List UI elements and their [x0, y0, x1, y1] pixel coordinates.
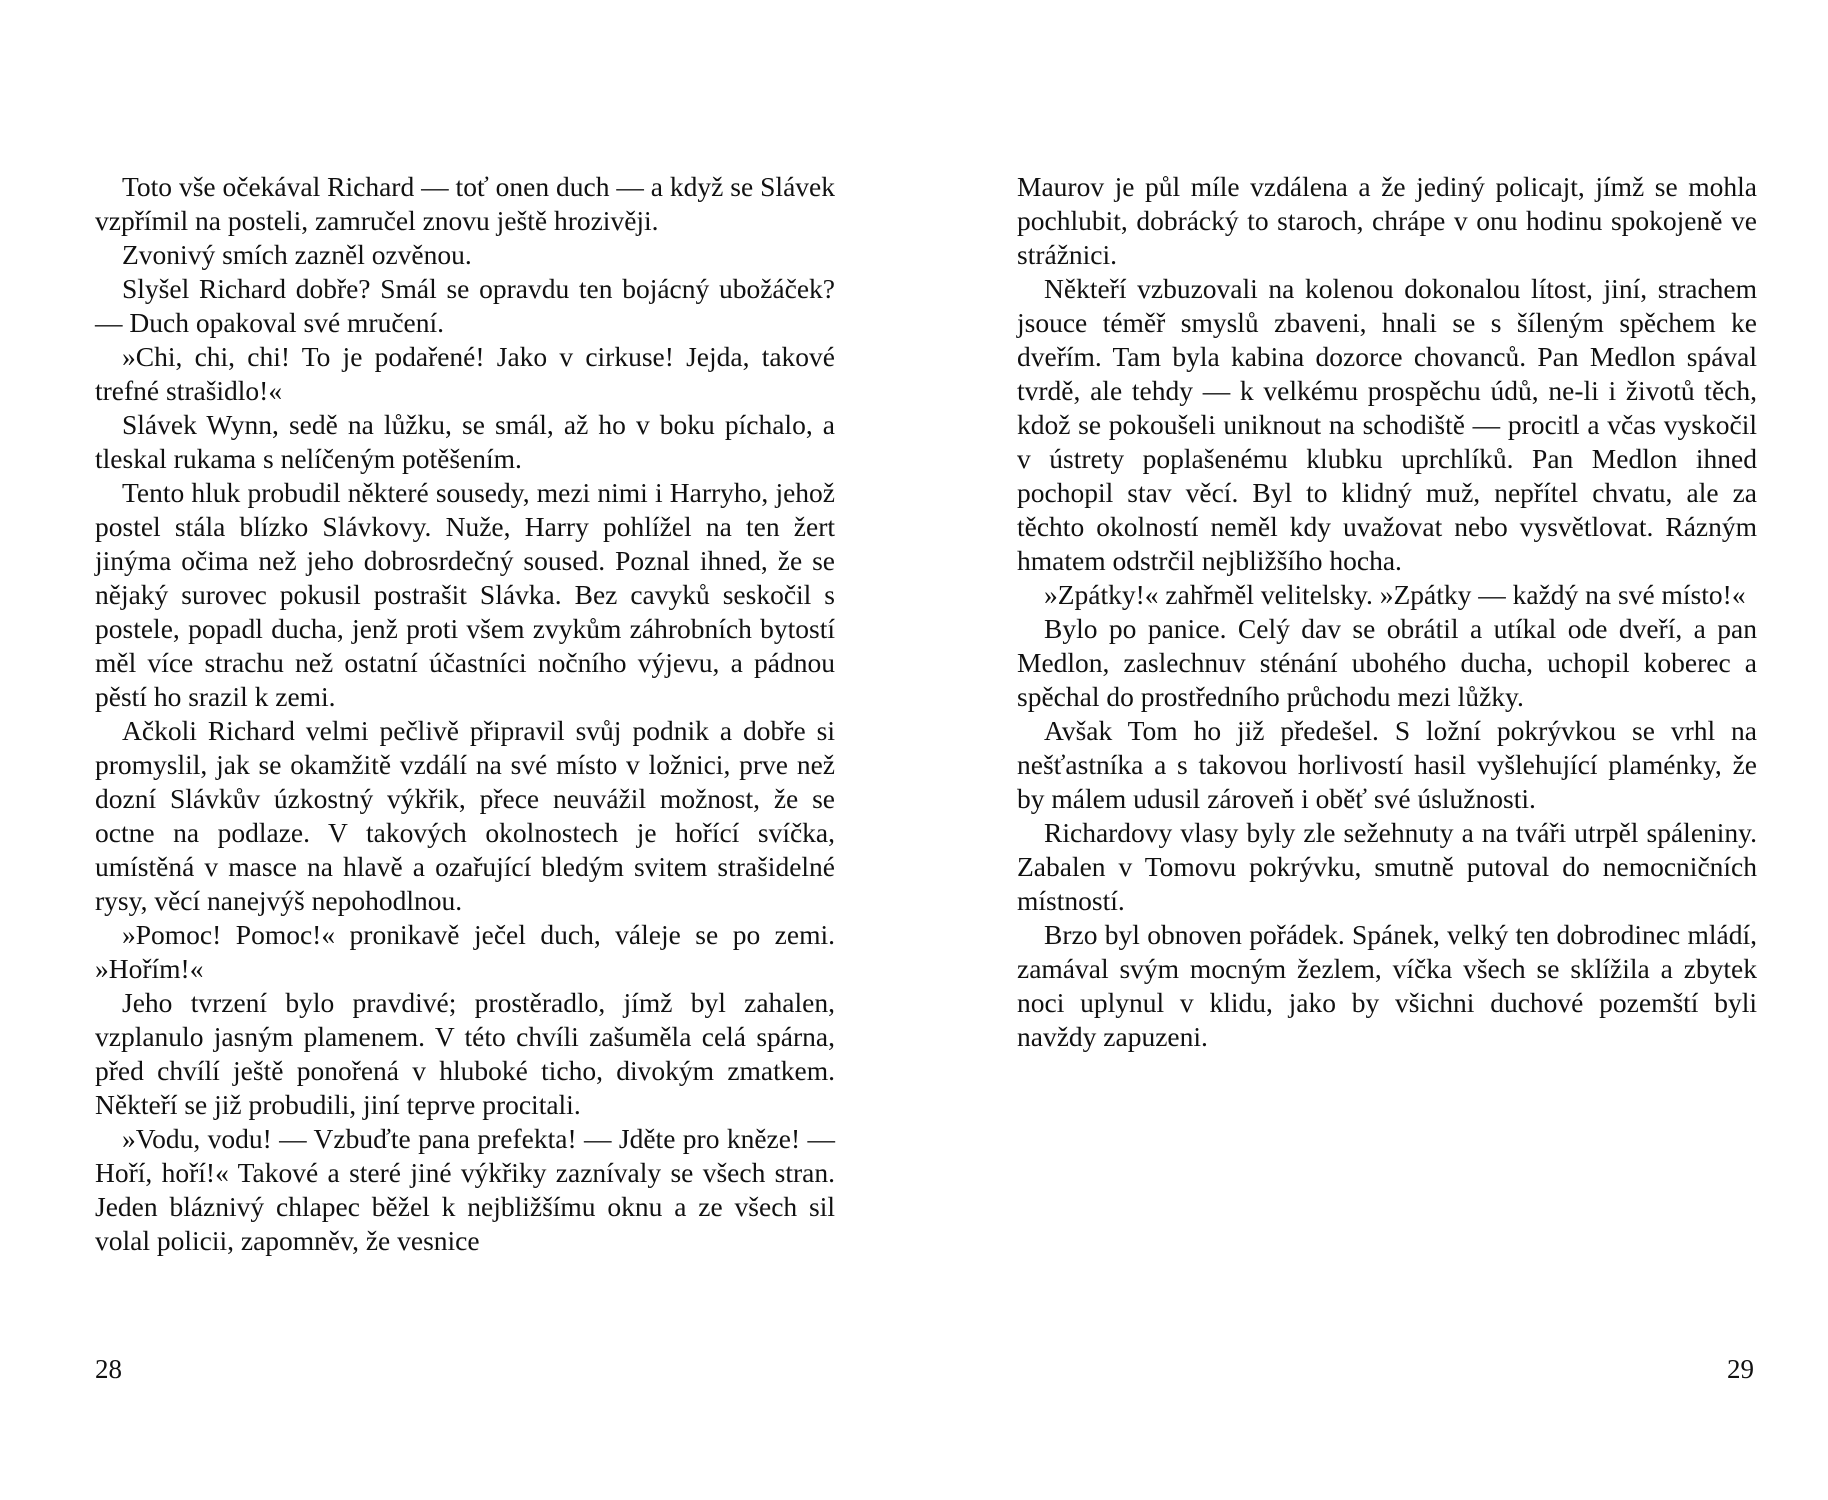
- paragraph: Slyšel Richard dobře? Smál se opravdu ten bojácný ubožáček? — Duch opakoval své mručení.: [95, 273, 835, 338]
- paragraph: Richardovy vlasy byly zle sežehnuty a na tváři utrpěl spáleniny. Zabalen v Tomovu pokrývku, smutně putoval do nemocničních místností.: [1017, 817, 1757, 916]
- page-number-left: 28: [95, 1354, 122, 1384]
- paragraph: Jeho tvrzení bylo pravdivé; prostěradlo, jímž byl zahalen, vzplanulo jasným plamenem. V této chvíli zašuměla celá spárna, před chvílí ještě ponořená v hluboké ticho, divokým zmatkem. Někteří se již probudili, jiní teprve procitali.: [95, 987, 835, 1120]
- paragraph: Někteří vzbuzovali na kolenou dokonalou lítost, jiní, strachem jsouce téměř smyslů zbaveni, hnali se s šíleným spěchem ke dveřím. Tam byla kabina dozorce chovanců. Pan Medlon spával tvrdě, ale tehdy — k velkému prospěchu údů, ne-li i životů těch, kdož se pokoušeli uniknout na schodiště — procitl a včas vyskočil v ústrety poplašenému klubku uprchlíků. Pan Medlon ihned pochopil stav věcí. Byl to klidný muž, nepřítel chvatu, ale za těchto okolností neměl kdy uvažovat nebo vysvětlovat. Rázným hmatem odstrčil nejbližšího hocha.: [1017, 273, 1757, 576]
- paragraph: Toto vše očekával Richard — toť onen duch — a když se Slávek vzpřímil na posteli, zamručel znovu ještě hrozivěji.: [95, 171, 835, 236]
- paragraph: Zvonivý smích zazněl ozvěnou.: [122, 239, 472, 270]
- paragraph: »Pomoc! Pomoc!« pronikavě ječel duch, váleje se po zemi. »Hořím!«: [95, 919, 835, 984]
- paragraph: Ačkoli Richard velmi pečlivě připravil svůj podnik a dobře si promyslil, jak se okamžitě vzdálí na své místo v ložnici, prve než dozní Slávkův úzkostný výkřik, přece neuvážil možnost, že se octne na podlaze. V takových okolnostech je hořící svíčka, umístěná v masce na hlavě a ozařující bledým svitem strašidelné rysy, věcí nanejvýš nepohodlnou.: [95, 715, 835, 916]
- left-page-text: [95, 170, 835, 1258]
- page-number-right: 29: [1727, 1354, 1754, 1384]
- paragraph: Bylo po panice. Celý dav se obrátil a utíkal ode dveří, a pan Medlon, zaslechnuv sténání ubohého ducha, uchopil koberec a spěchal do prostředního průchodu mezi lůžky.: [1017, 613, 1757, 712]
- paragraph: Brzo byl obnoven pořádek. Spánek, velký ten dobrodinec mládí, zamával svým mocným žezlem, víčka všech se sklížila a zbytek noci uplynul v klidu, jako by všichni duchové pozemští byli navždy zapuzeni.: [1017, 919, 1757, 1052]
- paragraph: Avšak Tom ho již předešel. S ložní pokrývkou se vrhl na nešťastníka a s takovou horlivostí hasil vyšlehující plaménky, že by málem udusil zároveň i oběť své úslužnosti.: [1017, 715, 1757, 814]
- paragraph: Slávek Wynn, sedě na lůžku, se smál, až ho v boku píchalo, a tleskal rukama s nelíčeným potěšením.: [95, 409, 835, 474]
- paragraph: Tento hluk probudil některé sousedy, mezi nimi i Harryho, jehož postel stála blízko Slávkovy. Nuže, Harry pohlížel na ten žert jinýma očima než jeho dobrosrdečný soused. Poznal ihned, že se nějaký surovec pokusil postrašit Slávka. Bez cavyků seskočil s postele, popadl ducha, jenž proti všem zvykům záhrobních bytostí měl více strachu než ostatní účastníci nočního výjevu, a pádnou pěstí ho srazil k zemi.: [95, 477, 835, 712]
- right-page-text: [1017, 170, 1757, 1054]
- paragraph: »Zpátky!« zahřměl velitelsky. »Zpátky — každý na své místo!«: [1044, 579, 1746, 610]
- continuation-paragraph: Maurov je půl míle vzdálena a že jediný policajt, jímž se mohla pochlubit, dobrácký to staroch, chrápe v onu hodinu spokojeně ve strážnici.: [1017, 171, 1757, 270]
- paragraph: »Chi, chi, chi! To je podařené! Jako v cirkuse! Jejda, takové trefné strašidlo!«: [95, 341, 835, 406]
- paragraph: »Vodu, vodu! — Vzbuďte pana prefekta! — Jděte pro kněze! — Hoří, hoří!« Takové a steré jiné výkřiky zaznívaly se všech stran. Jeden bláznivý chlapec běžel k nejbližšímu oknu a ze všech sil volal policii, zapomněv, že vesnice: [95, 1123, 835, 1256]
